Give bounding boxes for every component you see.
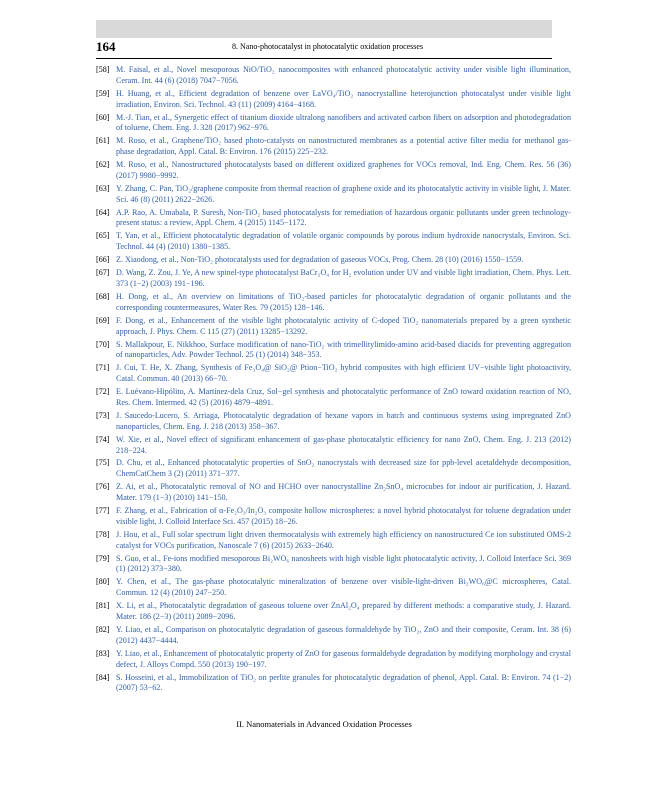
reference-link[interactable]: D. Wang, Z. Zou, J. Ye, A new spinel-type photocatalyst BaCr₂O₄ for H₂ evolution under UV and visible light irradiation, Chem. Phys. Lett. 373 (1−2) (2003) 191−196. [116, 268, 571, 289]
reference-link[interactable]: D. Chu, et al., Enhanced photocatalytic properties of SnO₂ nanocrystals with decreased size for ppb-level acetaldehyde decomposition, ChemCatChem 3 (2) (2011) 371−377. [116, 458, 571, 479]
reference-item [96, 387, 571, 409]
reference-number: [72] [96, 387, 110, 397]
reference-item [96, 601, 571, 623]
reference-number: [66] [96, 255, 110, 265]
reference-item [96, 231, 571, 253]
reference-item [96, 113, 571, 135]
reference-number: [76] [96, 482, 110, 492]
reference-number: [81] [96, 601, 110, 611]
reference-item [96, 89, 571, 111]
reference-link[interactable]: X. Li, et al., Photocatalytic degradation of gaseous toluene over ZnAl₂O₄ prepared by different methods: a comparative study, J. Hazard. Mater. 186 (2−3) (2011) 2089−2096. [116, 601, 571, 621]
reference-item [96, 208, 571, 230]
reference-number: [67] [96, 268, 110, 278]
reference-item [96, 340, 571, 362]
reference-link[interactable]: Y. Liao, et al., Comparison on photocatalytic degradation of gaseous formaldehyde by TiO₂, ZnO and their composite, Ceram. Int. 38 (6) (2012) 4437−4444. [116, 624, 571, 645]
reference-item [96, 458, 571, 480]
reference-number: [61] [96, 136, 110, 146]
reference-link[interactable]: T. Yan, et al., Efficient photocatalytic degradation of volatile organic compounds by porous indium hydroxide nanocrystals, Environ. Sci. Technol. 44 (4) (2010) 1380−1385. [116, 231, 571, 252]
reference-number: [84] [96, 672, 110, 682]
reference-list [96, 65, 571, 696]
reference-number: [77] [96, 506, 110, 516]
reference-item [96, 530, 571, 552]
reference-number: [79] [96, 553, 110, 563]
reference-link[interactable]: F. Dong, et al., Enhancement of the visible light photocatalytic activity of C-doped TiO₂ nanomaterials prepared by a green synthetic approach, J. Phys. Chem. C 115 (27) (2011) 13285−13292. [116, 315, 571, 336]
reference-item [96, 65, 571, 87]
reference-number: [71] [96, 363, 110, 373]
reference-number: [65] [96, 231, 110, 241]
reference-number: [78] [96, 529, 110, 539]
reference-link[interactable]: F. Zhang, et al., Fabrication of α-Fe₂O₃/In₂O₃ composite hollow microspheres: a novel hybrid photocatalyst for toluene degradation under visible light, J. Colloid Interface Sci. 457 (2015) 18−26. [116, 506, 571, 526]
reference-item [96, 577, 571, 599]
reference-number: [74] [96, 434, 110, 444]
page-header [96, 38, 552, 59]
reference-number: [70] [96, 339, 110, 349]
reference-link[interactable]: S. Hosseini, et al., Immobilization of TiO₂ on perlite granules for photocatalytic degradation of phenol, Appl. Catal. B: Environ. 74 (1−2) (2007) 53−62. [116, 672, 571, 693]
reference-item [96, 482, 571, 504]
reference-number: [69] [96, 315, 110, 325]
page-footer: II. Nanomaterials in Advanced Oxidation Processes [236, 719, 412, 729]
reference-item [96, 160, 571, 182]
reference-link[interactable]: W. Xie, et al., Novel effect of significant enhancement of gas-phase photocatalytic efficiency for nano ZnO, Chem. Eng. J. 213 (2012) 218−224. [116, 434, 571, 455]
reference-item [96, 435, 571, 457]
reference-item [96, 411, 571, 433]
reference-link[interactable]: S. Guo, et al., Fe-ions modified mesoporous Bi₂WO₆ nanosheets with high visible light photocatalytic activity, J. Colloid Interface Sci. 369 (1) (2012) 373−380. [116, 553, 571, 574]
reference-link[interactable]: Y. Zhang, C. Pan, TiO₂/graphene composite from thermal reaction of graphene oxide and its photocatalytic activity in visible light, J. Mater. Sci. 46 (8) (2011) 2622−2626. [116, 183, 571, 204]
reference-link[interactable]: E. Luévano-Hipólito, A. Martínez-dela Cruz, Sol−gel synthesis and photocatalytic performance of ZnO toward oxidation reaction of NO, Res. Chem. Intermed. 42 (5) (2016) 4879−4891. [116, 387, 571, 407]
reference-link[interactable]: Z. Xiaodong, et al., Non-TiO₂ photocatalysts used for degradation of gaseous VOCs, Prog. Chem. 28 (10) (2016) 1550−1559. [116, 255, 524, 265]
reference-link[interactable]: M.-J. Tian, et al., Synergetic effect of titanium dioxide ultralong nanofibers and activated carbon fibers on adsorption and photodegradation of toluene, Chem. Eng. J. 328 (2017) 962−976. [116, 112, 571, 133]
reference-link[interactable]: J. Cui, T. He, X. Zhang, Synthesis of Fe₃O₄@ SiO₂@ Ption−TiO₂ hybrid composites with high efficient UV−visible light photoactivity, Catal. Commun. 40 (2013) 66−70. [116, 363, 571, 384]
reference-number: [82] [96, 624, 110, 634]
reference-item [96, 673, 571, 695]
reference-number: [58] [96, 65, 110, 74]
reference-item [96, 184, 571, 206]
reference-item [96, 136, 571, 158]
reference-link[interactable]: H. Huang, et al., Efficient degradation of benzene over LaVO₄/TiO₂ nanocrystalline heterojunction photocatalyst under visible light irradiation, Environ. Sci. Technol. 43 (11) (2009) 4164−4168. [116, 88, 571, 109]
reference-number: [83] [96, 648, 110, 658]
reference-number: [80] [96, 577, 110, 587]
reference-link[interactable]: Y. Chen, et al., The gas-phase photocatalytic mineralization of benzene over visible-light-driven Bi₂WO₆@C microspheres, Catal. Commun. 12 (4) (2010) 247−250. [116, 577, 571, 598]
reference-item [96, 554, 571, 576]
header-shade-bar [96, 20, 552, 38]
reference-number: [63] [96, 183, 110, 193]
reference-link[interactable]: J. Hou, et al., Full solar spectrum light driven thermocatalysis with extremely high efficiency on nanostructured Ce ion substituted OMS-2 catalyst for VOCs purification, Nanoscale 7 (6) (2015) 2633−2640. [116, 529, 571, 550]
reference-link[interactable]: S. Mallakpour, E. Nikkhoo, Surface modification of nano-TiO₂ with trimellitylimido-amino acid-based diacids for preventing aggregation of nanoparticles, Adv. Powder Technol. 25 (1) (2014) 348−353. [116, 339, 571, 360]
reference-item [96, 649, 571, 671]
reference-link[interactable]: A.P. Rao, A. Umabala, P. Suresh, Non-TiO₂ based photocatalysts for remediation of hazardous organic pollutants under green technology-present status: a review, Appl. Chem. 4 (2015) 1145−1172. [116, 207, 571, 228]
reference-item [96, 255, 571, 266]
reference-link[interactable]: M. Roso, et al., Graphene/TiO₂ based photo-catalysts on nanostructured membranes as a potential active filter media for methanol gas-phase degradation, Appl. Catal. B: Environ. 176 (2015) 225−232. [116, 136, 571, 157]
reference-link[interactable]: Z. Ai, et al., Photocatalytic removal of NO and HCHO over nanocrystalline Zn₂SnO₄ microcubes for indoor air purification, J. Hazard. Mater. 179 (1−3) (2010) 141−150. [116, 482, 571, 503]
reference-link[interactable]: M. Roso, et al., Nanostructured photocatalysts based on different oxidized graphenes for VOCs removal, Ind. Eng. Chem. Res. 56 (36) (2017) 9980−9992. [116, 160, 571, 180]
reference-link[interactable]: H. Dong, et al., An overview on limitations of TiO₂-based particles for photocatalytic degradation of organic pollutants and the corresponding countermeasures, Water Res. 79 (2015) 128−146. [116, 292, 571, 312]
reference-item [96, 316, 571, 338]
reference-link[interactable]: M. Faisal, et al., Novel mesoporous NiO/TiO₂ nanocomposites with enhanced photocatalytic activity under visible light illumination, Ceram. Int. 44 (6) (2018) 7047−7056. [116, 65, 571, 85]
reference-item [96, 268, 571, 290]
reference-number: [62] [96, 160, 110, 170]
reference-item [96, 506, 571, 528]
reference-number: [68] [96, 292, 110, 302]
reference-number: [59] [96, 88, 110, 98]
reference-number: [73] [96, 410, 110, 420]
reference-number: [75] [96, 458, 110, 468]
reference-item [96, 363, 571, 385]
reference-number: [60] [96, 112, 110, 122]
reference-link[interactable]: J. Saucedo-Lucero, S. Arriaga, Photocatalytic degradation of hexane vapors in batch and continuous systems using impregnated ZnO nanoparticles, Chem. Eng. J. 218 (2013) 358−367. [116, 410, 571, 431]
reference-item [96, 292, 571, 314]
page-number: 164 [96, 39, 116, 54]
running-title: 8. Nano-photocatalyst in photocatalytic oxidation processes [232, 42, 424, 51]
reference-item [96, 625, 571, 647]
reference-number: [64] [96, 207, 110, 217]
reference-link[interactable]: Y. Liao, et al., Enhancement of photocatalytic property of ZnO for gaseous formaldehyde degradation by modifying morphology and crystal defect, J. Alloys Compd. 550 (2013) 190−197. [116, 648, 571, 669]
